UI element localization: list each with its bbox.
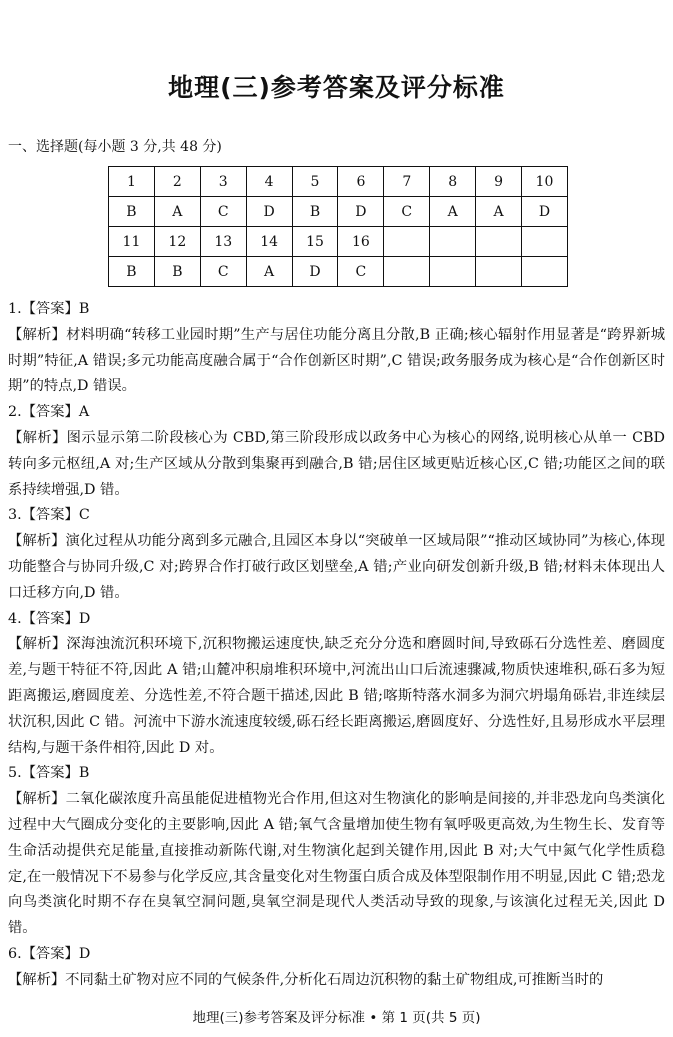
table-cell: 9 <box>476 167 522 197</box>
question-4 <box>8 607 665 762</box>
answer-table <box>108 166 568 287</box>
table-cell <box>522 257 568 287</box>
analysis-text: 【解析】材料明确“转移工业园时期”生产与居住功能分离且分散,B 正确;核心辐射作用显著是“跨界新城时期”特征,A 错误;多元功能高度融合属于“合作创新区时期”,C 错误;政务服务成为核心是“合作创新区时期”的特点,D 错误。 <box>8 326 665 395</box>
question-6 <box>8 942 665 994</box>
table-cell: C <box>384 197 430 227</box>
table-cell: 16 <box>338 227 384 257</box>
table-cell: 8 <box>430 167 476 197</box>
table-cell: 12 <box>154 227 200 257</box>
table-cell: B <box>109 257 155 287</box>
answer-explanations <box>8 297 665 994</box>
answer-line: 3.【答案】C <box>8 507 90 524</box>
table-cell: A <box>246 257 292 287</box>
table-cell: D <box>246 197 292 227</box>
table-cell <box>476 257 522 287</box>
table-cell: 1 <box>109 167 155 197</box>
table-cell: 14 <box>246 227 292 257</box>
question-5 <box>8 761 665 942</box>
answer-line: 5.【答案】B <box>8 765 90 782</box>
answer-line: 6.【答案】D <box>8 945 91 962</box>
table-cell: 5 <box>292 167 338 197</box>
table-cell <box>384 257 430 287</box>
analysis-text: 【解析】不同黏土矿物对应不同的气候条件,分析化石周边沉积物的黏土矿物组成,可推断当时的 <box>8 971 604 988</box>
table-cell: C <box>200 257 246 287</box>
table-cell: 4 <box>246 167 292 197</box>
table-cell: 7 <box>384 167 430 197</box>
question-2 <box>8 400 665 503</box>
analysis-text: 【解析】深海浊流沉积环境下,沉积物搬运速度快,缺乏充分分选和磨圆时间,导致砾石分选性差、磨圆度差,与题干特征不符,因此 A 错;山麓冲积扇堆积环境中,河流出山口后流速骤减,物质快速堆积,砾石多为短距离搬运,磨圆度差、分选性差,不符合题干描述,因此 B 错;喀斯特落水洞多为洞穴坍塌角砾岩,非连续层状沉积,因此 C 错。河流中下游水流速度较缓,砾石经长距离搬运,磨圆度好、分选性好,且易形成水平层理结构,与题干条件相符,因此 D 对。 <box>8 636 665 756</box>
answer-line: 1.【答案】B <box>8 301 90 317</box>
table-cell <box>430 257 476 287</box>
question-3 <box>8 503 665 606</box>
table-cell: D <box>292 257 338 287</box>
analysis-text: 【解析】图示显示第二阶段核心为 CBD,第三阶段形成以政务中心为核心的网络,说明核心从单一 CBD 转向多元枢纽,A 对;生产区域从分散到集聚再到融合,B 错;居住区域更贴近核心区,C 错;功能区之间的联系持续增强,D 错。 <box>8 429 665 498</box>
table-cell: D <box>522 197 568 227</box>
table-cell: 11 <box>109 227 155 257</box>
analysis-text: 【解析】演化过程从功能分离到多元融合,且园区本身以“突破单一区域局限”“推动区域协同”为核心,体现功能整合与协同升级,C 对;跨界合作打破行政区划壁垒,A 错;产业向研发创新升级,B 错;材料未体现出人口迁移方向,D 错。 <box>8 533 665 601</box>
table-cell: D <box>338 197 384 227</box>
answer-line: 2.【答案】A <box>8 404 90 421</box>
table-cell: 13 <box>200 227 246 257</box>
table-cell: 15 <box>292 227 338 257</box>
table-cell: B <box>109 197 155 227</box>
table-cell <box>476 227 522 257</box>
section-heading: 一、选择题(每小题 3 分,共 48 分) <box>8 139 222 155</box>
answer-line: 4.【答案】D <box>8 610 91 627</box>
table-cell: B <box>292 197 338 227</box>
table-row <box>109 197 568 227</box>
question-1 <box>8 297 665 400</box>
table-cell <box>430 227 476 257</box>
table-cell: A <box>430 197 476 227</box>
page-title: 地理(三)参考答案及评分标准 <box>168 73 505 102</box>
table-cell: B <box>154 257 200 287</box>
table-cell: 6 <box>338 167 384 197</box>
table-cell <box>384 227 430 257</box>
table-cell <box>522 227 568 257</box>
page-footer: 地理(三)参考答案及评分标准 • 第 1 页(共 5 页) <box>192 1010 481 1026</box>
analysis-text: 【解析】二氧化碳浓度升高虽能促进植物光合作用,但这对生物演化的影响是间接的,并非恐龙向鸟类演化过程中大气圈成分变化的主要影响,因此 A 错;氧气含量增加使生物有氧呼吸更高效,为生物生长、发育等生命活动提供充足能量,直接推动新陈代谢,对生物演化起到关键作用,因此 B 对;大气中氮气化学性质稳定,在一般情况下不易参与化学反应,其含量变化对生物蛋白质合成及体型限制作用不明显,因此 C 错;恐龙向鸟类演化时期不存在臭氧空洞问题,臭氧空洞是现代人类活动导致的现象,与该演化过程无关,因此 D 错。 <box>8 791 665 937</box>
table-cell: C <box>200 197 246 227</box>
table-cell: A <box>476 197 522 227</box>
table-cell: 2 <box>154 167 200 197</box>
table-cell: A <box>154 197 200 227</box>
table-row <box>109 257 568 287</box>
table-row <box>109 167 568 197</box>
table-cell: 10 <box>522 167 568 197</box>
table-cell: C <box>338 257 384 287</box>
table-row <box>109 227 568 257</box>
table-cell: 3 <box>200 167 246 197</box>
